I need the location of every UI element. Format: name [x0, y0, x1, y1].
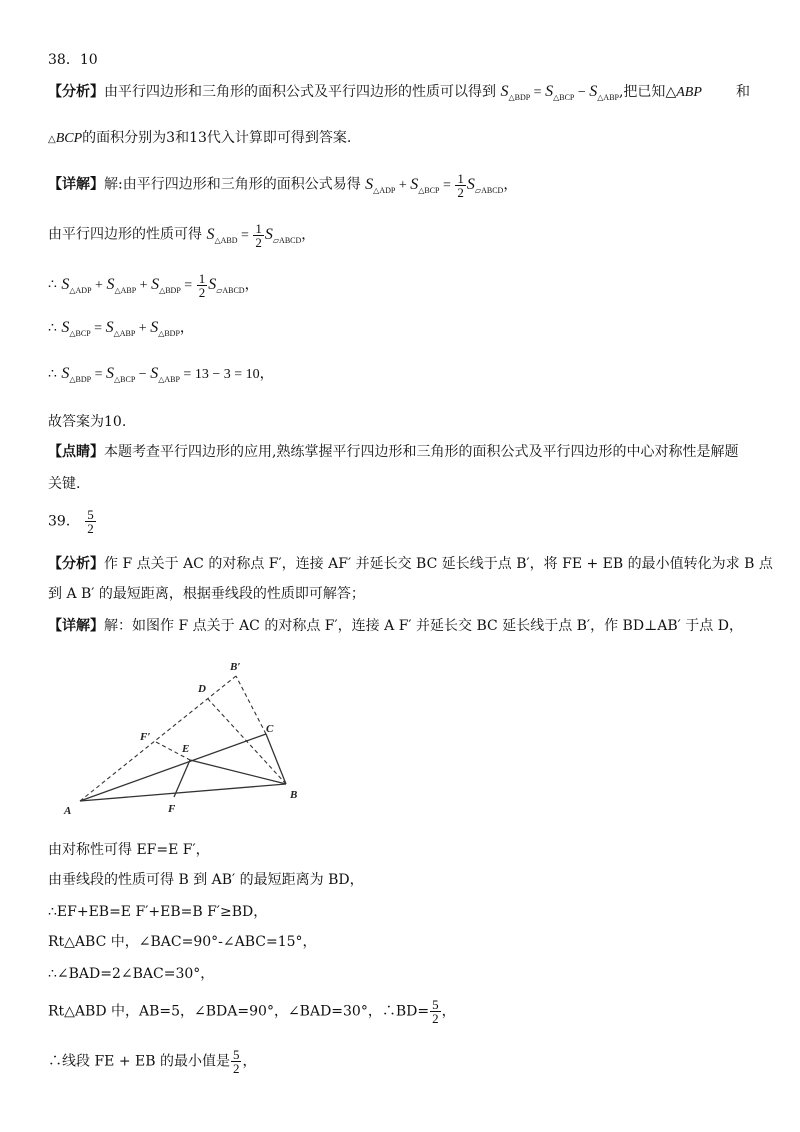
label-F: F	[168, 803, 176, 815]
label-E: E	[182, 743, 190, 755]
label-B: B	[290, 789, 298, 801]
segment-BD-dashed	[208, 699, 286, 784]
therefore-icon: ∴	[48, 366, 57, 382]
q39-analysis-tag: 【分析】	[48, 556, 104, 572]
therefore-icon: ∴	[48, 320, 57, 336]
q39-line-perp: 由垂线段的性质可得 B 到 AB′ 的最短距离为 BD，	[48, 872, 364, 888]
q38-analysis-text-2: ,把已知	[618, 84, 666, 100]
label-C: C	[266, 723, 274, 735]
q39-line-rt2-row: Rt△ABD 中，AB=5，∠BDA=90°，∠BAD=30°，∴BD= $\frac{5}{2}$ ，	[48, 997, 456, 1026]
q39-analysis-line2: 到 A B′ 的最短距离，根据垂线段的性质即可解答；	[48, 586, 365, 602]
q39-bd-fraction: $\frac{5}{2}$	[432, 997, 439, 1026]
q38-comment	[48, 442, 738, 462]
q38-line-parallelogram	[48, 222, 315, 251]
q38-analysis-line2	[48, 128, 351, 150]
segment-AB	[80, 784, 286, 801]
q39-answer-num: 5	[87, 507, 94, 522]
q39-line-min-row: ∴线段 FE + EB 的最小值是 $\frac{5}{2}$ ，	[48, 1047, 257, 1076]
therefore-icon: ∴	[48, 276, 57, 293]
q38-tri-abp: ABP	[676, 85, 702, 100]
q39-analysis	[48, 554, 773, 574]
q38-formula-3: ∴ $S_{\triangle ADP} + S_{\triangle ABP} + S_{\triangle BDP}$ = $\frac{1}{2}$ $S_{▱ABCD}$，	[48, 271, 259, 300]
q38-formula-4: ∴ $S_{\triangle BCP} = S_{\triangle ABP} + S_{\triangle BDP}$，	[48, 319, 194, 338]
q38-number: 38．10	[48, 52, 98, 68]
segment-CB	[266, 734, 286, 784]
q38-comment-tag: 【点睛】	[48, 444, 104, 460]
geometry-figure	[58, 652, 328, 822]
q39-line-ineq: ∴EF+EB=E F′+EB=B F′≥BD，	[48, 904, 268, 920]
q38-detail-tag: 【详解】	[48, 176, 104, 193]
segment-EF	[174, 760, 190, 797]
q39-line-bad: ∴∠BAD=2∠BAC=30°，	[48, 966, 215, 982]
q39-number: 39．	[48, 513, 80, 530]
q39-answer-fraction	[85, 508, 96, 535]
q39-number-line	[48, 508, 97, 535]
q38-formula-5: ∴ $S_{\triangle BDP} = S_{\triangle BCP} - S_{\triangle ABP} = 13 - 3 = 10$，	[48, 365, 274, 384]
q38-comment-text-1: 本题考查平行四边形的应用,熟练掌握平行四边形和三角形的面积公式及平行四边形的中心对称性是解题	[104, 444, 739, 460]
segment-EB	[190, 760, 286, 784]
q38-analysis-tag: 【分析】	[48, 84, 104, 100]
q39-detail-tag: 【详解】	[48, 618, 104, 634]
q38-answer: 故答案为10.	[48, 414, 127, 430]
q39-detail-text-1: 解：如图作 F 点关于 AC 的对称点 F′，连接 A F′ 并延长交 BC 延长线于点 B′，作 BD⊥AB′ 于点 D，	[104, 618, 743, 634]
q39-analysis-text-1: 作 F 点关于 AC 的对称点 F′，连接 AF′ 并延长交 BC 延长线于点 B′，将 FE + EB 的最小值转化为求 B 点	[104, 556, 773, 572]
q39-min-fraction: $\frac{5}{2}$	[232, 1047, 240, 1076]
q38-analysis-text-1: 由平行四边形和三角形的面积公式及平行四边形的性质可以得到	[104, 84, 496, 100]
q38-tri-bcp: BCP	[55, 131, 83, 146]
segment-CB1-dashed	[236, 676, 266, 734]
q39-answer-den: 2	[87, 521, 94, 536]
label-D: D	[198, 683, 206, 695]
q39-line-rt1: Rt△ABC 中，∠BAC=90°-∠ABC=15°，	[48, 934, 317, 950]
q38-detail-text-1: 解:由平行四边形和三角形的面积公式易得	[104, 176, 361, 193]
q39-detail	[48, 616, 743, 636]
label-A: A	[64, 805, 72, 817]
segment-AB1-dashed	[80, 676, 236, 801]
label-F-prime: F′	[140, 731, 151, 743]
q38-formula-1: $S_{\triangle ADP} + S_{\triangle BCP}$ = $\frac{1}{2}$ $S_{▱ABCD}$，	[365, 171, 518, 200]
q39-line-sym: 由对称性可得 EF=E F′，	[48, 842, 210, 858]
q38-detail-text-2: 由平行四边形的性质可得	[48, 226, 202, 243]
q38-result: 13 − 3 = 10	[194, 367, 260, 382]
q38-analysis-he: 和	[736, 84, 750, 100]
q38-detail	[48, 172, 517, 201]
q38-comment-line2: 关键.	[48, 476, 81, 492]
segment-AC	[80, 734, 266, 801]
triangle-icon: △	[665, 84, 677, 100]
q38-formula-2: $S_{\triangle ABD}$ = $\frac{1}{2}$ $S_{▱ABCD}$，	[206, 221, 316, 250]
q38-analysis	[48, 82, 750, 108]
label-B-prime: B′	[230, 661, 241, 673]
q39-line-min: ∴线段 FE + EB 的最小值是	[48, 1053, 230, 1070]
q38-analysis-text-3: 的面积分别为3和13代入计算即可得到答案.	[82, 130, 352, 146]
small-triangle-icon: △	[48, 134, 56, 145]
q38-analysis-formula: $S_{\triangle BDP} = S_{\triangle BCP} - S_{\triangle ABP}$	[500, 83, 619, 102]
q39-line-rt2: Rt△ABD 中，AB=5，∠BDA=90°，∠BAD=30°，∴BD=	[48, 1003, 430, 1020]
